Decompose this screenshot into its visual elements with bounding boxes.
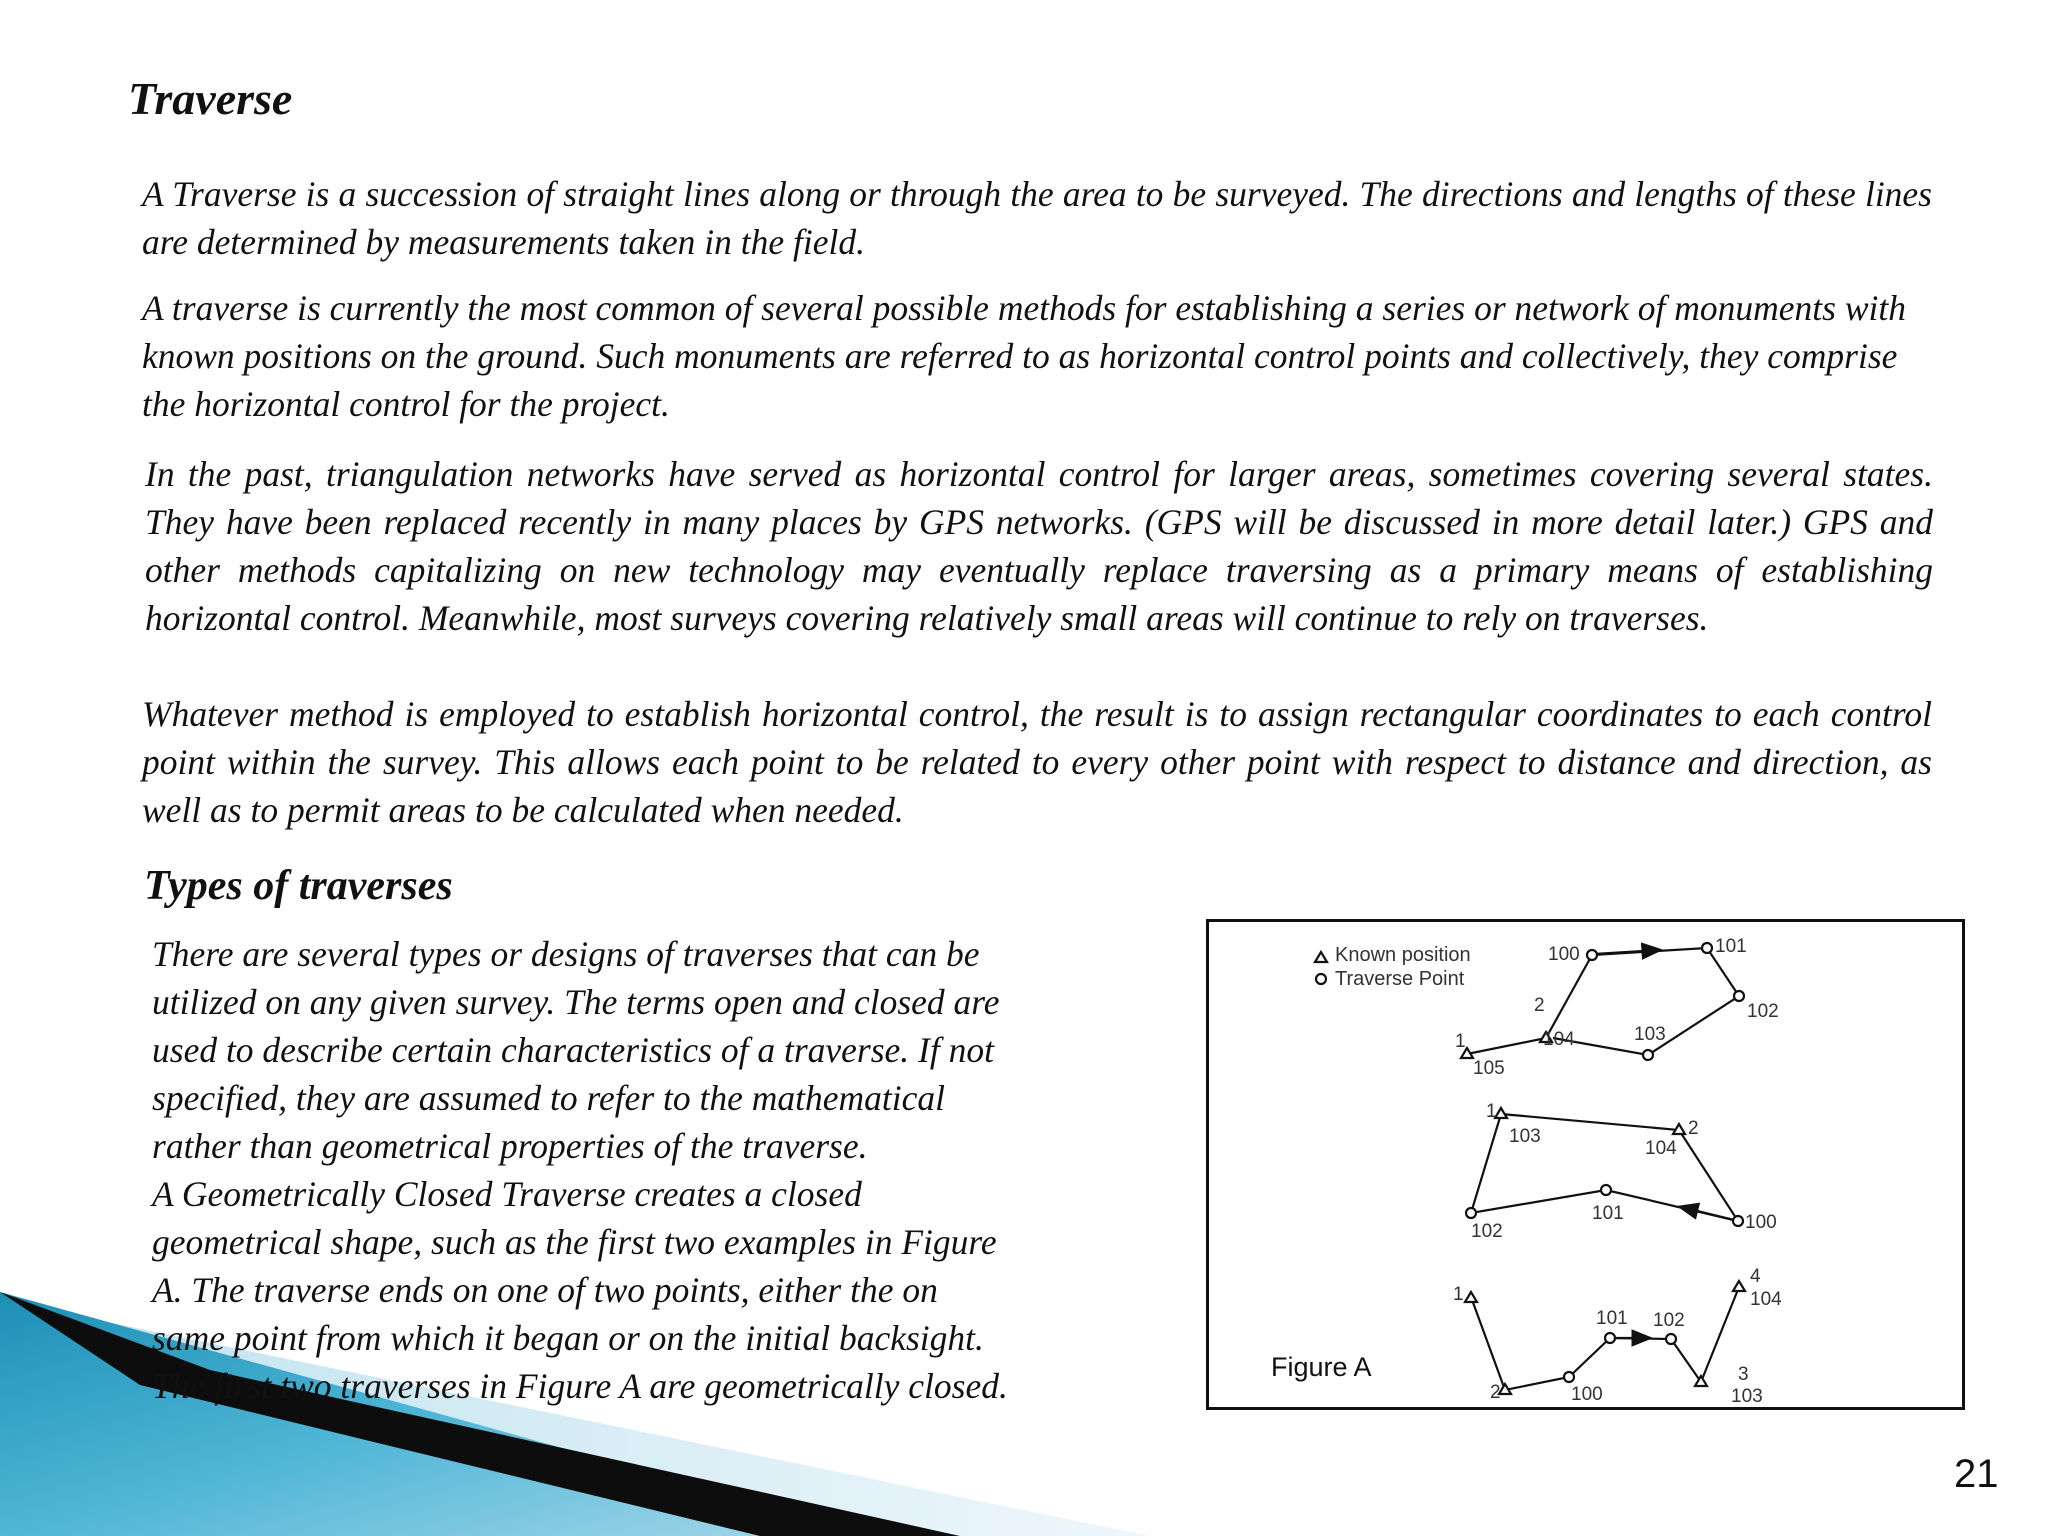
diagram3-label-103: 103 <box>1731 1386 1763 1407</box>
paragraph-common-method: A traverse is currently the most common of several possible methods for establishing a series or network of monuments with known positions on the ground. Such monuments are referred to as horizontal control points and collectively, they comprise the horizontal control for the project. <box>142 288 1907 424</box>
page-number: 21 <box>1954 1452 1999 1496</box>
diagram3-label-104: 104 <box>1750 1289 1782 1310</box>
diagram1-label-2: 2 <box>1534 995 1545 1016</box>
types-line: used to describe certain characteristics of a traverse. If not <box>152 1030 994 1070</box>
diagram3-label-102: 102 <box>1653 1310 1685 1331</box>
types-line: rather than geometrical properties of the traverse. <box>152 1126 868 1166</box>
types-line: geometrical shape, such as the first two examples in Figure <box>152 1222 997 1262</box>
diagram3-point-101 <box>1605 1333 1615 1343</box>
legend-triangle-icon <box>1315 952 1327 962</box>
diagram2-point-102 <box>1466 1208 1476 1218</box>
diagram2-point-2 <box>1673 1124 1685 1134</box>
diagram1-label-103: 103 <box>1634 1024 1666 1045</box>
legend-circle-icon <box>1316 974 1326 984</box>
diagram2-point-101 <box>1601 1185 1611 1195</box>
diagram2-label-102: 102 <box>1471 1221 1503 1242</box>
diagram2-label-104: 104 <box>1645 1138 1677 1159</box>
diagram3-point-2 <box>1499 1384 1511 1394</box>
traverse-diagrams <box>1209 922 1962 1407</box>
diagram3-point-100 <box>1564 1372 1574 1382</box>
diagram3-label-3: 3 <box>1738 1364 1749 1385</box>
paragraph-triangulation: In the past, triangulation networks have served as horizontal control for larger areas, sometimes covering several states. They have been replaced recently in many places by GPS networks. (GPS will be discussed in more detail later.) GPS and other methods capitalizing on new technology may eventually replace traversing as a primary means of establishing horizontal control. Meanwhile, most surveys covering relatively small areas will continue to rely on traverses. <box>145 454 1933 638</box>
diagram1-label-102: 102 <box>1747 1001 1779 1022</box>
diagram1-label-101: 101 <box>1715 936 1747 957</box>
diagram2-point-1 <box>1495 1108 1507 1118</box>
diagram1-point-101 <box>1702 943 1712 953</box>
diagram1-label-1: 1 <box>1455 1031 1466 1052</box>
section-subtitle: Types of traverses <box>144 863 453 909</box>
diagram2-label-101: 101 <box>1592 1203 1624 1224</box>
diagram3-label-4: 4 <box>1750 1266 1761 1287</box>
diagram3-point-4 <box>1733 1281 1745 1291</box>
paragraph-coordinates: Whatever method is employed to establish horizontal control, the result is to assign rectangular coordinates to each control point within the survey. This allows each point to be related to every other point with respect to distance and direction, as well as to permit areas to be calculated when needed. <box>142 694 1932 830</box>
diagram2-label-103: 103 <box>1509 1126 1541 1147</box>
diagram3-label-1: 1 <box>1453 1284 1464 1305</box>
types-line: utilized on any given survey. The terms open and closed are <box>152 982 1000 1022</box>
diagram1-traverse-line <box>1467 948 1739 1055</box>
types-line: There are several types or designs of traverses that can be <box>152 934 980 974</box>
figure-caption: Figure A <box>1271 1352 1372 1382</box>
diagram2-point-100 <box>1733 1216 1743 1226</box>
figure-a <box>1206 919 1965 1410</box>
legend-traverse-label: Traverse Point <box>1335 968 1465 990</box>
page-title: Traverse <box>128 73 293 124</box>
types-line: A. The traverse ends on one of two points, either the on <box>152 1270 938 1310</box>
diagram1-label-105: 105 <box>1473 1058 1505 1079</box>
diagram2-direction-arrow <box>1681 1207 1734 1220</box>
diagram3-point-1 <box>1465 1292 1477 1302</box>
types-line: A Geometrically Closed Traverse creates a closed <box>152 1174 862 1214</box>
diagram1-point-102 <box>1734 991 1744 1001</box>
legend-known-label: Known position <box>1335 944 1471 966</box>
paragraph-definition: A Traverse is a succession of straight lines along or through the area to be surveyed. The directions and lengths of these lines are determined by measurements taken in the field. <box>142 174 1932 262</box>
types-line: specified, they are assumed to refer to the mathematical <box>152 1078 945 1118</box>
diagram1-label-100: 100 <box>1548 944 1580 965</box>
diagram3-label-100: 100 <box>1571 1384 1603 1405</box>
diagram2-label-2: 2 <box>1688 1118 1699 1139</box>
diagram1-label-104: 104 <box>1543 1029 1575 1050</box>
types-line: The first two traverses in Figure A are geometrically closed. <box>152 1366 1008 1406</box>
diagram3-label-101: 101 <box>1596 1308 1628 1329</box>
diagram2-label-100: 100 <box>1745 1212 1777 1233</box>
diagram1-point-100 <box>1587 950 1597 960</box>
diagram2-label-1: 1 <box>1486 1101 1497 1122</box>
diagram3-point-102 <box>1666 1334 1676 1344</box>
types-line: same point from which it began or on the initial backsight. <box>152 1318 984 1358</box>
types-paragraph <box>152 930 1152 1410</box>
diagram1-point-103 <box>1643 1050 1653 1060</box>
diagram3-label-2: 2 <box>1490 1382 1501 1403</box>
